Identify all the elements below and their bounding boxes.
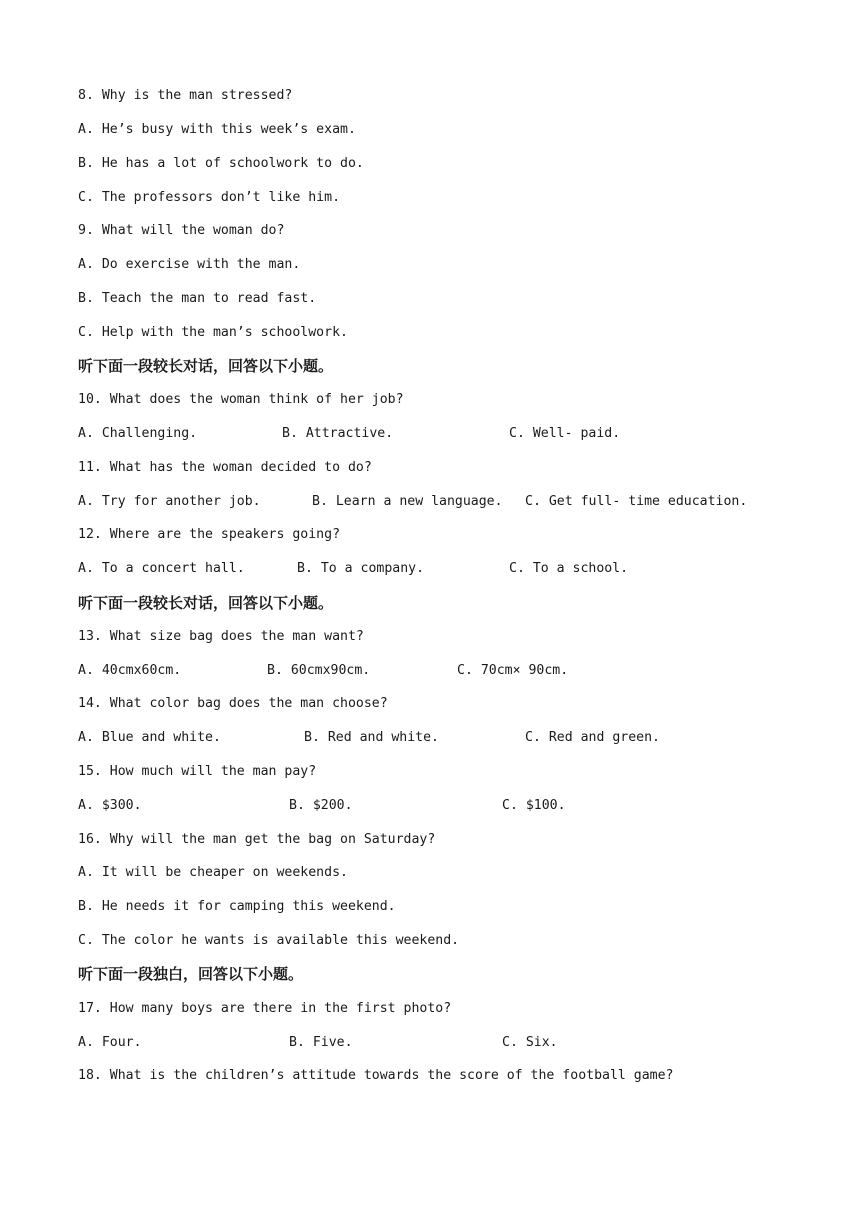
- question-12-option-c: C. To a school.: [509, 561, 629, 576]
- question-11-option-c: C. Get full- time education.: [525, 494, 748, 509]
- question-13: 13. What size bag does the man want?: [78, 629, 364, 644]
- question-13-option-a: A. 40cmx60cm.: [78, 663, 182, 678]
- question-10-option-c: C. Well- paid.: [509, 426, 621, 441]
- question-18: 18. What is the children’s attitude towards the score of the football game?: [78, 1068, 674, 1083]
- question-14: 14. What color bag does the man choose?: [78, 696, 388, 711]
- question-9: 9. What will the woman do?: [78, 223, 285, 238]
- question-17: 17. How many boys are there in the first photo?: [78, 1001, 452, 1016]
- question-16-option-c: C. The color he wants is available this weekend.: [78, 933, 460, 948]
- question-14-option-b: B. Red and white.: [304, 730, 439, 745]
- question-8-option-b: B. He has a lot of schoolwork to do.: [78, 156, 364, 171]
- question-11-option-b: B. Learn a new language.: [312, 494, 503, 509]
- question-10: 10. What does the woman think of her job?: [78, 392, 404, 407]
- question-17-option-b: B. Five.: [289, 1035, 353, 1050]
- question-10-option-a: A. Challenging.: [78, 426, 198, 441]
- question-11-option-a: A. Try for another job.: [78, 494, 261, 509]
- section-heading-long-dialogue-1: 听下面一段较长对话，回答以下小题。: [78, 357, 334, 375]
- question-13-option-b: B. 60cmx90cm.: [267, 663, 371, 678]
- question-15-option-c: C. $100.: [502, 798, 566, 813]
- question-13-option-c: C. 70cm× 90cm.: [457, 663, 569, 678]
- question-14-option-a: A. Blue and white.: [78, 730, 221, 745]
- question-16-option-a: A. It will be cheaper on weekends.: [78, 865, 348, 880]
- question-12-option-b: B. To a company.: [297, 561, 425, 576]
- question-16-option-b: B. He needs it for camping this weekend.: [78, 899, 396, 914]
- question-10-option-b: B. Attractive.: [282, 426, 394, 441]
- question-8-option-a: A. He’s busy with this week’s exam.: [78, 122, 356, 137]
- question-17-option-a: A. Four.: [78, 1035, 142, 1050]
- question-12-option-a: A. To a concert hall.: [78, 561, 245, 576]
- question-11: 11. What has the woman decided to do?: [78, 460, 372, 475]
- question-15: 15. How much will the man pay?: [78, 764, 317, 779]
- question-9-option-c: C. Help with the man’s schoolwork.: [78, 325, 348, 340]
- question-9-option-b: B. Teach the man to read fast.: [78, 291, 317, 306]
- section-heading-monologue: 听下面一段独白，回答以下小题。: [78, 965, 304, 983]
- question-17-option-c: C. Six.: [502, 1035, 558, 1050]
- question-15-option-b: B. $200.: [289, 798, 353, 813]
- question-12: 12. Where are the speakers going?: [78, 527, 341, 542]
- question-8: 8. Why is the man stressed?: [78, 88, 293, 103]
- section-heading-long-dialogue-2: 听下面一段较长对话，回答以下小题。: [78, 594, 334, 612]
- question-14-option-c: C. Red and green.: [525, 730, 660, 745]
- question-16: 16. Why will the man get the bag on Saturday?: [78, 832, 436, 847]
- question-8-option-c: C. The professors don’t like him.: [78, 190, 341, 205]
- question-15-option-a: A. $300.: [78, 798, 142, 813]
- question-9-option-a: A. Do exercise with the man.: [78, 257, 301, 272]
